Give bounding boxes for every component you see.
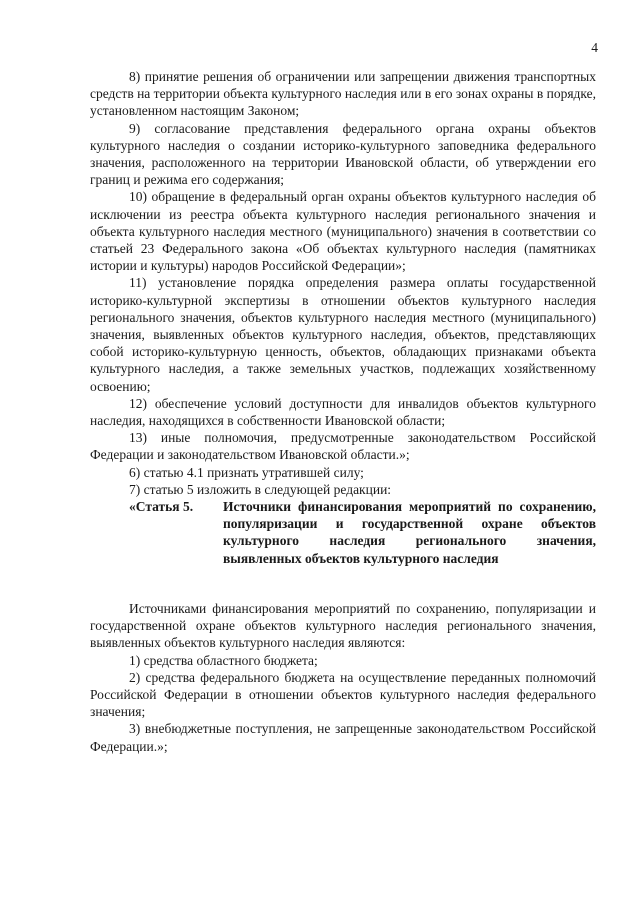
paragraph-source-3: 3) внебюджетные поступления, не запрещенные законодательством Российской Федерации.»; (90, 721, 596, 754)
paragraph-source-1: 1) средства областного бюджета; (129, 652, 318, 668)
document-body (90, 68, 596, 755)
paragraph-item-12: 12) обеспечение условий доступности для инвалидов объектов культурного наследия, находящихся в собственности Ивановской области; (90, 395, 596, 429)
paragraph-source-2: 2) средства федерального бюджета на осуществление переданных полномочий Российской Федерации в отношении объектов культурного наследия федерального значения; (90, 669, 596, 720)
section-spacer (90, 567, 596, 600)
paragraph-item-10: 10) обращение в федеральный орган охраны объектов культурного наследия об исключении из реестра объекта культурного наследия регионального значения и объекта культурного наследия местного (муниципального) значения в соответствии со статьей 23 Федерального закона «Об объектах культурного наследия (памятниках истории и культуры) народов Российской Федерации»; (90, 189, 596, 274)
article-title: Источники финансирования мероприятий по сохранению, популяризации и государственной охране объектов культурного наследия регионального значения, выявленных объектов культурного наследия (223, 499, 596, 566)
paragraph-item-11: 11) установление порядка определения размера оплаты государственной историко-культурной экспертизы в отношении объектов культурного наследия регионального значения, объектов культурного наследия местного (муниципального) значения, выявленных объектов культурного наследия, объектов, представляющих собой историко-культурную ценность, объектов, обладающих признаками объекта культурного наследия, а также земельных участков, подлежащих хозяйственному освоению; (90, 275, 596, 394)
paragraph-item-13: 13) иные полномочия, предусмотренные законодательством Российской Федерации и законодательством Ивановской области.»; (90, 430, 596, 463)
paragraph-amendment-7: 7) статью 5 изложить в следующей редакции: (129, 481, 392, 497)
paragraph-item-8: 8) принятие решения об ограничении или запрещении движения транспортных средств на территории объекта культурного наследия или в его зонах охраны в порядке, установленном настоящим Законом; (90, 69, 596, 119)
paragraph-item-9: 9) согласование представления федерального органа охраны объектов культурного наследия о создании историко-культурного заповедника федерального значения, расположенного на территории Ивановской области, об утверждении его границ и режима его содержания; (90, 120, 596, 188)
paragraph-sources-intro: Источниками финансирования мероприятий по сохранению, популяризации и государственной охране объектов культурного наследия регионального значения, выявленных объектов культурного наследия являются: (90, 600, 596, 651)
paragraph-amendment-6: 6) статью 4.1 признать утратившей силу; (129, 464, 364, 480)
article-heading (90, 498, 596, 567)
page-number: 4 (591, 40, 598, 55)
article-number: «Статья 5. (129, 499, 194, 515)
